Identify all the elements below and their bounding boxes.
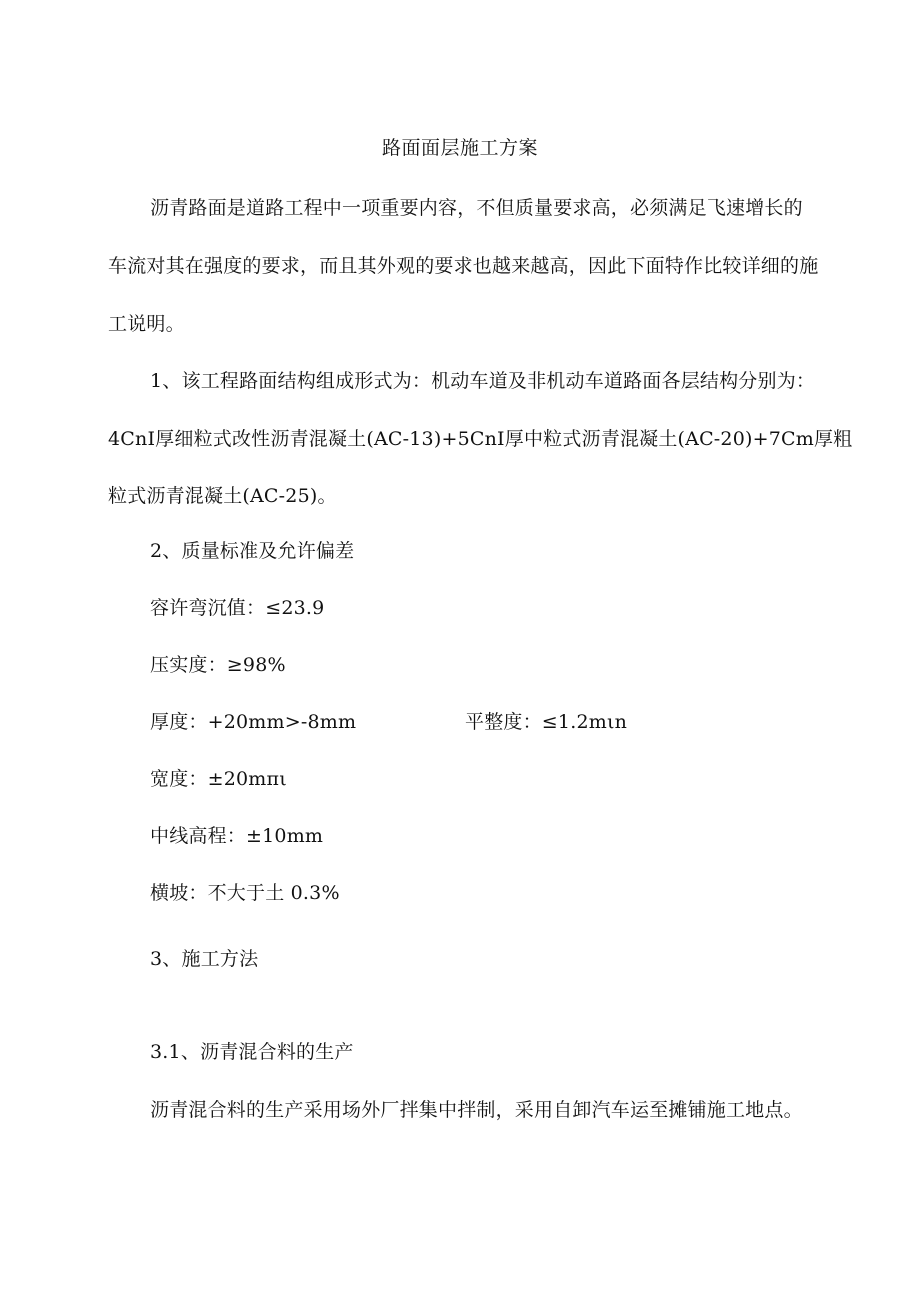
document-title: 路面面层施工方案 xyxy=(381,137,538,159)
intro-line-2: 车流对其在强度的要求，而且其外观的要求也越来越高，因此下面特作比较详细的施 xyxy=(108,255,819,277)
intro-line-1: 沥青路面是道路工程中一项重要内容，不但质量要求高，必须满足飞速增长的 xyxy=(150,197,803,219)
flatness-spec: 平整度：≤1.2mιn xyxy=(465,711,628,733)
compaction-spec: 压实度：≥98% xyxy=(150,654,286,676)
section1-line-1: 1、该工程路面结构组成形式为：机动车道及非机动车道路面各层结构分别为： xyxy=(150,370,816,392)
thickness-flatness-row xyxy=(0,710,920,734)
section3-1-text: 沥青混合料的生产采用场外厂拌集中拌制，采用自卸汽车运至摊铺施工地点。 xyxy=(150,1099,803,1121)
section3-1-heading: 3.1、沥青混合料的生产 xyxy=(150,1041,354,1063)
intro-line-3: 工说明。 xyxy=(108,313,185,335)
section1-line-2: 4CnI厚细粒式改性沥青混凝土(AC-13)+5CnI厚中粒式沥青混凝土(AC-20)+7Cm厚粗 xyxy=(108,428,853,450)
section3-heading: 3、施工方法 xyxy=(150,948,259,970)
section2-heading: 2、质量标准及允许偏差 xyxy=(150,540,355,562)
section1-line-3: 粒式沥青混凝土(AC-25)。 xyxy=(108,485,337,507)
thickness-spec: 厚度：+20mm>-8mm xyxy=(150,711,357,733)
deflection-spec: 容许弯沉值：≤23.9 xyxy=(150,597,325,619)
centerline-spec: 中线高程：±10mm xyxy=(150,825,324,847)
width-spec: 宽度：±20mπι xyxy=(150,768,287,790)
crossfall-spec: 横坡：不大于土 0.3% xyxy=(150,882,340,904)
